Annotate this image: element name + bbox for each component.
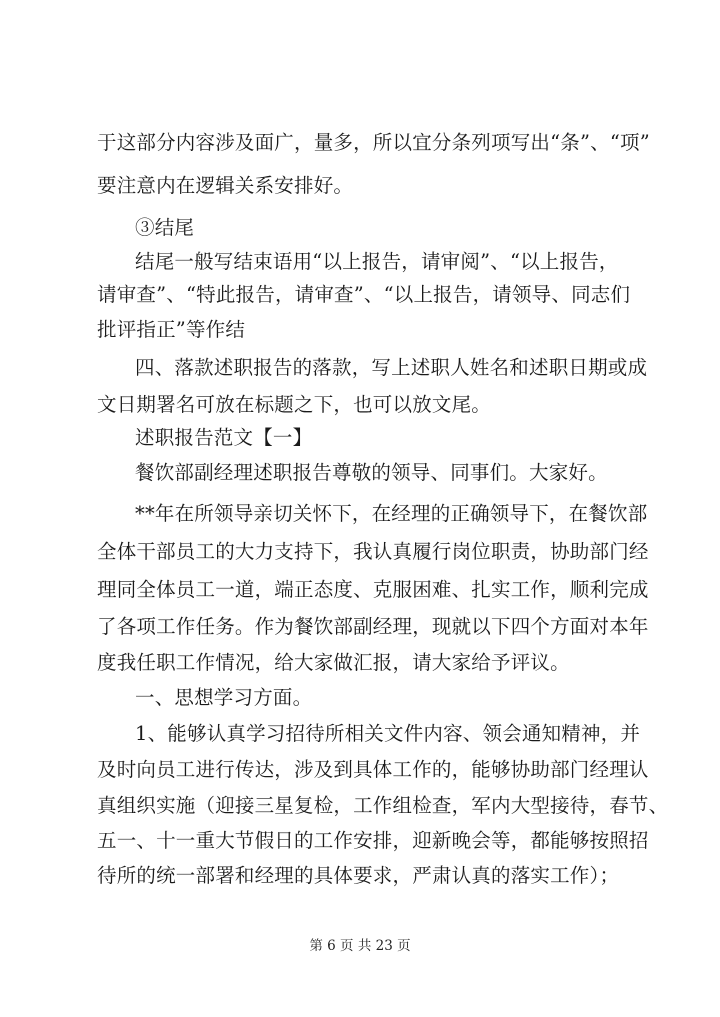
text-line-11: **年在所领导亲切关怀下，在经理的正确领导下，在餐饮部 xyxy=(135,502,648,525)
text-line-2: 要注意内在逻辑关系安排好。 xyxy=(97,174,354,197)
text-line-12: 全体干部员工的大力支持下，我认真履行岗位职责，协助部门经 xyxy=(97,540,649,563)
text-line-18: 及时向员工进行传达，涉及到具体工作的，能够协助部门经理认 xyxy=(97,758,649,781)
text-line-21: 待所的统一部署和经理的具体要求，严肃认真的落实工作）； xyxy=(97,864,620,887)
text-line-1: 于这部分内容涉及面广，量多，所以宜分条列项写出“条”、“项” xyxy=(97,131,650,154)
text-line-15: 度我任职工作情况，给大家做汇报，请大家给予评议。 xyxy=(97,651,570,674)
text-line-9: 述职报告范文【一】 xyxy=(135,426,313,449)
text-line-5: 请审查”、“特此报告，请审查”、“以上报告，请领导、同志们 xyxy=(97,283,631,306)
text-line-3: ③结尾 xyxy=(135,216,195,239)
page-number-footer: 第 6 页 共 23 页 xyxy=(309,938,411,954)
text-line-7: 四、落款述职报告的落款，写上述职人姓名和述职日期或成 xyxy=(135,356,648,379)
text-line-20: 五一、十一重大节假日的工作安排，迎新晚会等，都能够按照招 xyxy=(97,829,649,852)
text-line-14: 了各项工作任务。作为餐饮部副经理，现就以下四个方面对本年 xyxy=(97,615,649,638)
text-line-17: 1、能够认真学习招待所相关文件内容、领会通知精神，并 xyxy=(135,722,641,745)
text-line-6: 批评指正”等作结 xyxy=(97,318,246,341)
text-line-4: 结尾一般写结束语用“以上报告，请审阅”、“以上报告， xyxy=(135,250,619,273)
text-line-13: 理同全体员工一道，端正态度、克服困难、扎实工作，顺利完成 xyxy=(97,578,649,601)
text-line-16: 一、思想学习方面。 xyxy=(135,686,313,709)
text-line-8: 文日期署名可放在标题之下，也可以放文尾。 xyxy=(97,393,492,416)
text-line-19: 真组织实施（迎接三星复检，工作组检查，军内大型接待，春节、 xyxy=(97,794,669,817)
text-line-10: 餐饮部副经理述职报告尊敬的领导、同事们。大家好。 xyxy=(135,461,608,484)
